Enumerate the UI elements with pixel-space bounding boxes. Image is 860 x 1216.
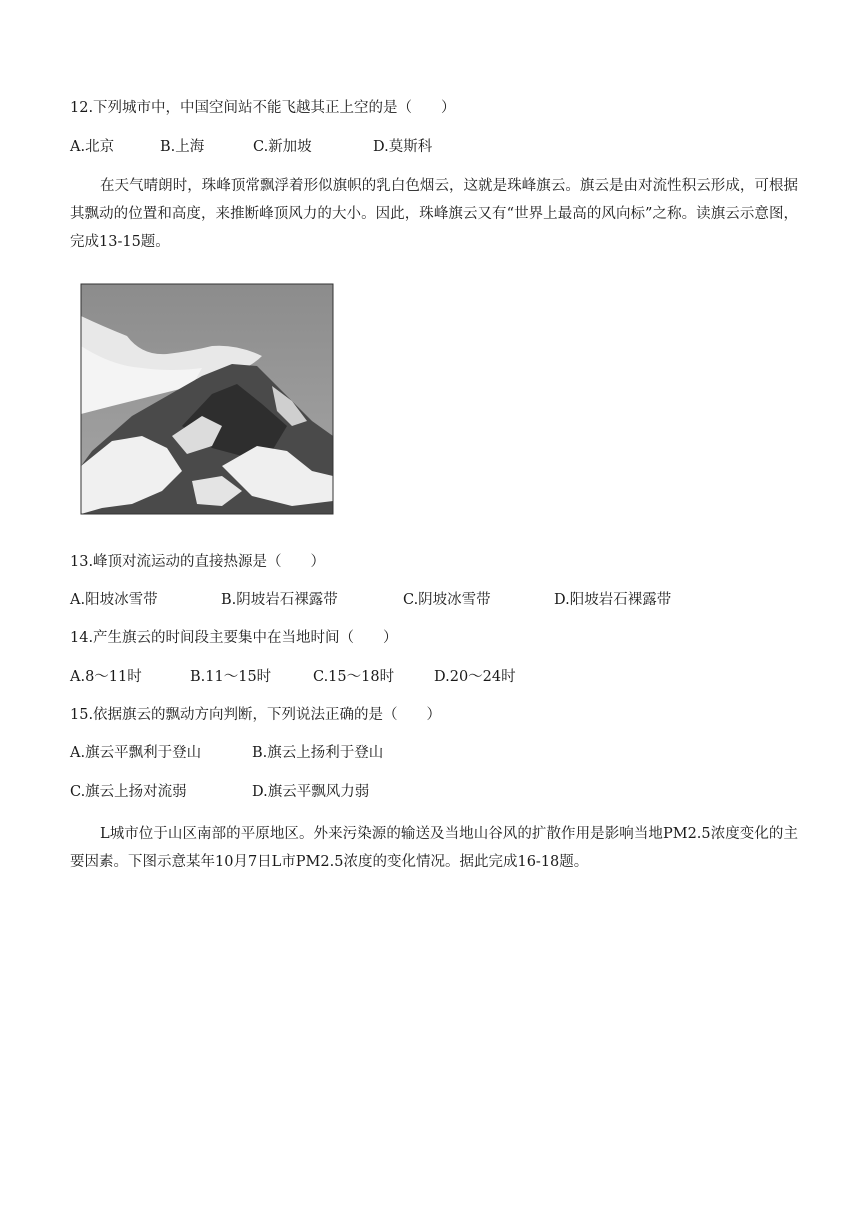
q14-option-b: B.11～15时 [190, 669, 272, 685]
q13-option-a: A.阳坡冰雪带 [70, 592, 158, 608]
q14-option-d: D.20～24时 [434, 669, 516, 685]
q15-option-d: D.旗云平飘风力弱 [252, 784, 370, 800]
q15-option-a: A.旗云平飘利于登山 [70, 745, 202, 761]
q15-option-c: C.旗云上扬对流弱 [70, 784, 187, 800]
q15-option-b: B.旗云上扬利于登山 [252, 745, 384, 761]
q13-option-d: D.阳坡岩石裸露带 [554, 592, 672, 608]
everest-flag-cloud-photo [72, 276, 340, 520]
q14-option-a: A.8～11时 [70, 669, 142, 685]
q12-option-b: B.上海 [160, 139, 205, 155]
question-13-stem: 13.峰顶对流运动的直接热源是（ ） [70, 554, 326, 570]
question-12-stem: 12.下列城市中，中国空间站不能飞越其正上空的是（ ） [70, 100, 456, 116]
q12-option-a: A.北京 [70, 139, 115, 155]
q13-option-c: C.阴坡冰雪带 [403, 592, 491, 608]
q12-option-c: C.新加坡 [253, 139, 312, 155]
q14-option-c: C.15～18时 [313, 669, 395, 685]
q12-option-d: D.莫斯科 [373, 139, 433, 155]
question-15-stem: 15.依据旗云的飘动方向判断，下列说法正确的是（ ） [70, 707, 442, 723]
q13-option-b: B.阴坡岩石裸露带 [221, 592, 338, 608]
reading-passage-flag-cloud: 在天气晴朗时，珠峰顶常飘浮着形似旗帜的乳白色烟云，这就是珠峰旗云。旗云是由对流性积云形成，可根据其飘动的位置和高度，来推断峰顶风力的大小。因此，珠峰旗云又有“世界上最高的风向标”之称。读旗云示意图，完成13-15题。 [70, 178, 798, 250]
question-14-stem: 14.产生旗云的时间段主要集中在当地时间（ ） [70, 630, 398, 646]
reading-passage-pm25: L城市位于山区南部的平原地区。外来污染源的输送及当地山谷风的扩散作用是影响当地PM2.5浓度变化的主要因素。下图示意某年10月7日L市PM2.5浓度的变化情况。据此完成16-18题。 [70, 826, 798, 870]
